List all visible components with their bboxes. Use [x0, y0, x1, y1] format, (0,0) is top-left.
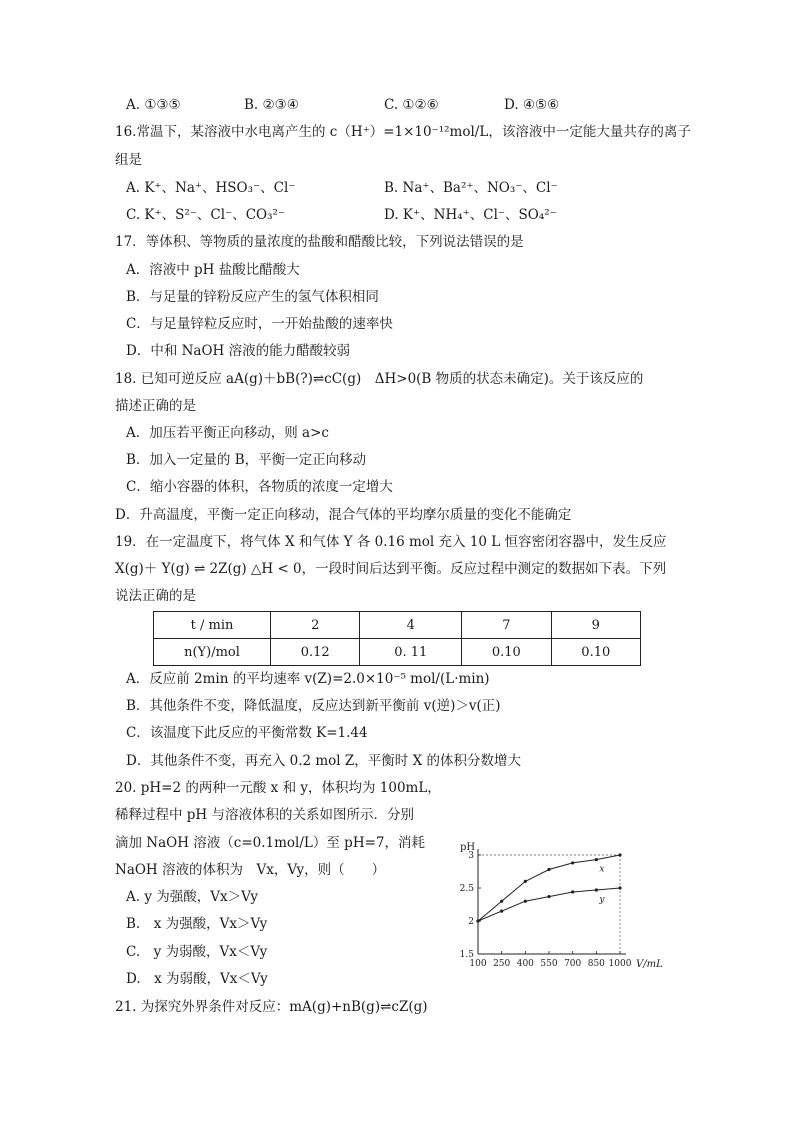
data-point-x — [571, 861, 574, 864]
q19-option-d: D．其他条件不变，再充入 0.2 mol Z，平衡时 X 的体积分数增大 — [126, 753, 521, 769]
data-point-y — [524, 900, 527, 903]
table-row — [154, 639, 641, 666]
x-tick-label: 400 — [516, 959, 534, 969]
q19-stem: 19．在一定温度下，将气体 X 和气体 Y 各 0.16 mol 充入 10 L 恒容密闭容器中，发生反应 — [115, 534, 667, 550]
y-tick-label: 2 — [468, 917, 474, 927]
q20-stem-cont: 稀释过程中 pH 与溶液体积的关系如图所示．分别 — [115, 807, 414, 823]
q19-stem-cont: X(g)＋ Y(g) ⇌ 2Z(g) △H < 0，一段时间后达到平衡。反应过程中测定的数据如下表。下列 — [115, 561, 667, 577]
ph-volume-chart — [452, 838, 667, 973]
q16-option-c: C. K⁺、S²⁻、Cl⁻、CO₃²⁻ — [126, 207, 286, 223]
table-cell: 7 — [462, 612, 551, 639]
x-tick-label: 100 — [469, 959, 487, 969]
table-cell: 9 — [551, 612, 640, 639]
q20-stem-cont3: NaOH 溶液的体积为 Vx，Vy，则（ ） — [115, 862, 386, 878]
q17-option-d: D．中和 NaOH 溶液的能力醋酸较弱 — [126, 343, 351, 359]
q18-stem-cont: 描述正确的是 — [115, 398, 196, 414]
q15-option-d: D. ④⑤⑥ — [504, 97, 560, 113]
table-cell: 0.10 — [551, 639, 640, 666]
table-cell: 4 — [360, 612, 462, 639]
q17-option-b: B．与足量的锌粉反应产生的氢气体积相同 — [126, 289, 379, 305]
chart-ticks — [460, 851, 632, 969]
q20-stem: 20. pH=2 的两种一元酸 x 和 y，体积均为 100mL， — [115, 780, 441, 796]
q17-option-c: C．与足量锌粒反应时，一开始盐酸的速率快 — [126, 316, 393, 332]
q16-option-b: B. Na⁺、Ba²⁺、NO₃⁻、Cl⁻ — [384, 180, 558, 196]
q16-stem-cont: 组是 — [115, 152, 142, 168]
q19-stem-cont2: 说法正确的是 — [115, 588, 196, 604]
q16-option-d: D. K⁺、NH₄⁺、Cl⁻、SO₄²⁻ — [384, 207, 557, 223]
x-axis-label: V/mL — [636, 959, 663, 970]
y-tick-label: 3 — [468, 851, 474, 861]
q20-stem-cont2: 滴加 NaOH 溶液（c=0.1mol/L）至 pH=7，消耗 — [115, 835, 425, 851]
data-point-y — [476, 919, 479, 922]
q18-option-a: A．加压若平衡正向移动，则 a>c — [126, 425, 329, 441]
y-axis-label: pH — [460, 842, 476, 853]
q20-option-d: D. x 为弱酸，Vx＜Vy — [126, 971, 268, 987]
data-point-y — [571, 890, 574, 893]
series-label-x: x — [599, 864, 605, 875]
q19-data-table — [153, 611, 641, 666]
x-tick-label: 250 — [493, 959, 511, 969]
data-point-x — [595, 858, 598, 861]
q19-option-a: A．反应前 2min 的平均速率 v(Z)=2.0×10⁻⁵ mol/(L·min) — [126, 671, 490, 687]
q19-option-c: C．该温度下此反应的平衡常数 K=1.44 — [126, 725, 368, 741]
q18-option-d: D．升高温度，平衡一定正向移动，混合气体的平均摩尔质量的变化不能确定 — [115, 507, 572, 523]
y-tick-label: 1.5 — [459, 950, 474, 960]
q18-stem: 18. 已知可逆反应 aA(g)＋bB(?)⇌cC(g) ΔH>0(B 物质的状态未确定)。关于该反应的 — [115, 371, 644, 387]
series-label-y: y — [599, 894, 605, 905]
data-point-y — [500, 910, 503, 913]
data-point-x — [547, 868, 550, 871]
table-header-row — [154, 612, 641, 639]
q18-option-b: B．加入一定量的 B，平衡一定正向移动 — [126, 452, 367, 468]
q20-option-c: C. y 为弱酸，Vx＜Vy — [126, 944, 268, 960]
q15-option-c: C. ①②⑥ — [384, 97, 439, 113]
q15-option-a: A. ①③⑤ — [126, 97, 181, 113]
data-point-y — [595, 888, 598, 891]
data-point-y — [618, 886, 621, 889]
q19-option-b: B．其他条件不变，降低温度，反应达到新平衡前 v(逆)＞v(正) — [126, 698, 501, 714]
q20-option-b: B. x 为强酸，Vx＞Vy — [126, 916, 268, 932]
q16-option-a: A. K⁺、Na⁺、HSO₃⁻、Cl⁻ — [126, 180, 296, 196]
table-cell: 0. 11 — [360, 639, 462, 666]
q20-option-a: A. y 为强酸，Vx＞Vy — [126, 889, 258, 905]
q15-option-b: B. ②③④ — [244, 97, 299, 113]
y-tick-label: 2.5 — [459, 884, 474, 894]
data-point-x — [524, 880, 527, 883]
x-tick-label: 700 — [564, 959, 582, 969]
data-point-y — [547, 895, 550, 898]
table-cell: 2 — [271, 612, 360, 639]
data-point-x — [618, 853, 621, 856]
x-tick-label: 850 — [587, 959, 605, 969]
q17-stem: 17．等体积、等物质的量浓度的盐酸和醋酸比较，下列说法错误的是 — [115, 234, 524, 250]
q16-stem: 16.常温下，某溶液中水电离产生的 c（H⁺）=1×10⁻¹²mol/L，该溶液中一定能大量共存的离子 — [115, 124, 691, 140]
q21-stem: 21. 为探究外界条件对反应：mA(g)+nB(g)⇌cZ(g) — [115, 999, 428, 1015]
table-cell: t / min — [154, 612, 271, 639]
chart-series — [476, 853, 621, 922]
data-point-x — [500, 900, 503, 903]
x-tick-label: 550 — [540, 959, 558, 969]
table-cell: 0.12 — [271, 639, 360, 666]
table-cell: 0.10 — [462, 639, 551, 666]
table-cell: n(Y)/mol — [154, 639, 271, 666]
q18-option-c: C．缩小容器的体积，各物质的浓度一定增大 — [126, 479, 393, 495]
x-tick-label: 1000 — [608, 959, 632, 969]
q17-option-a: A．溶液中 pH 盐酸比醋酸大 — [126, 262, 300, 278]
